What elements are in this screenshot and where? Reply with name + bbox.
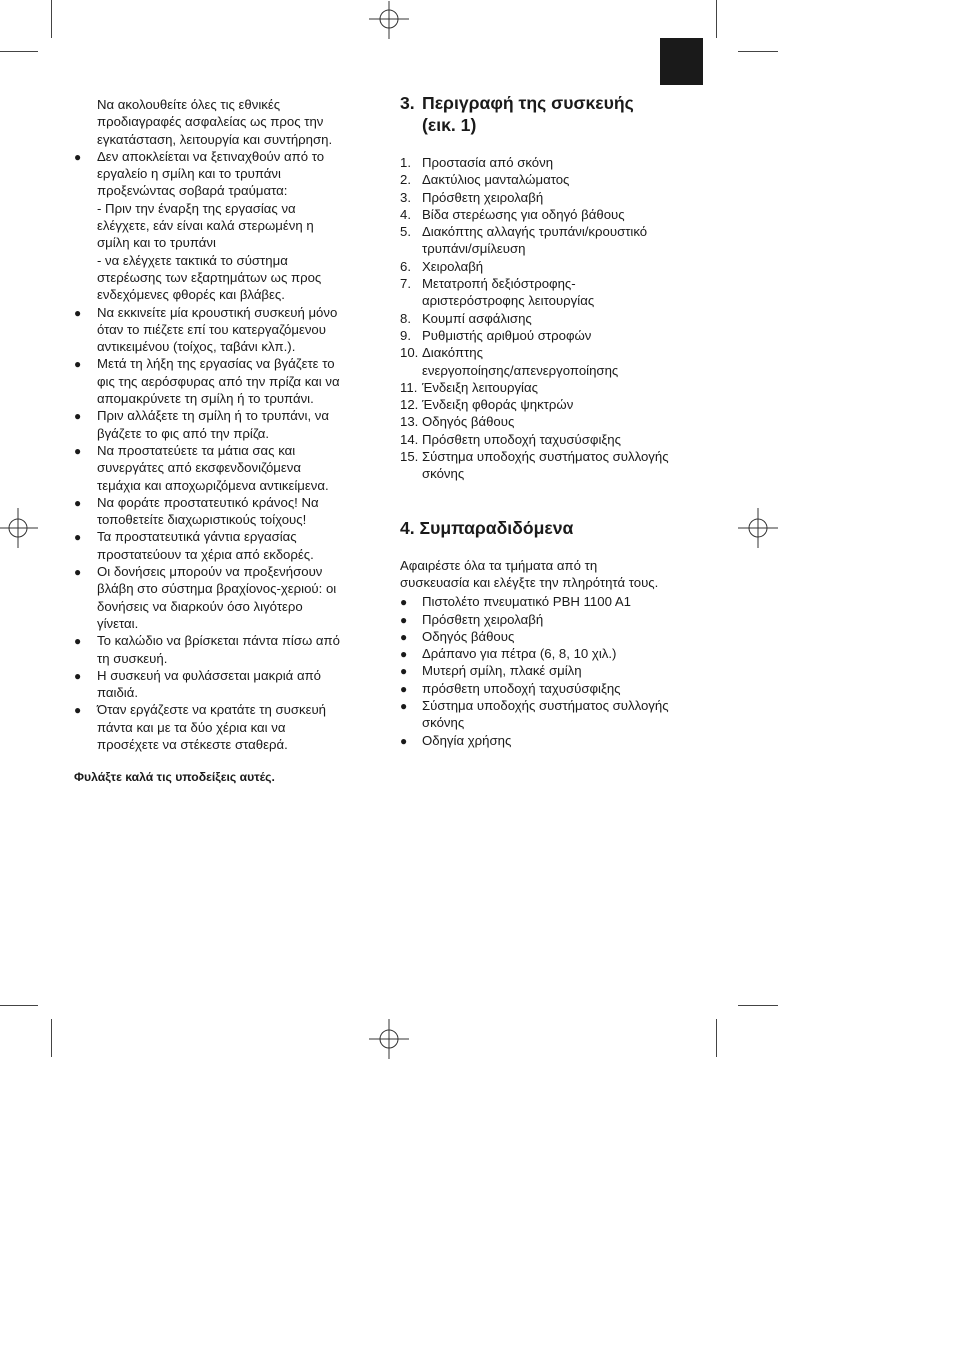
crop-mark — [51, 0, 52, 38]
registration-mark-icon — [0, 508, 38, 548]
accessories-intro: Αφαιρέστε όλα τα τμήματα από τη συσκευασία και ελέγξτε την πληρότητά τους. — [400, 557, 659, 590]
list-item: 7. Μετατροπή δεξιόστροφης- αριστερόστροφης λειτουργίας — [400, 276, 595, 309]
safety-bullet: ● Πριν αλλάξετε τη σμίλη ή το τρυπάνι, να βγάζετε το φις από την πρίζα. — [74, 407, 379, 442]
list-item: 9. Ρυθμιστής αριθμού στροφών — [400, 327, 592, 343]
accessories-list — [400, 593, 710, 749]
list-item: 2. Δακτύλιος μανταλώματος — [400, 172, 570, 188]
safety-bullet: ● Το καλώδιο να βρίσκεται πάντα πίσω από τη συσκευή. — [74, 632, 379, 667]
list-item: 13. Οδηγός βάθους — [400, 414, 515, 430]
keep-instructions-note: Φυλάξτε καλά τις υποδείξεις αυτές. — [74, 770, 275, 785]
safety-intro: Να ακολουθείτε όλες τις εθνικές προδιαγραφές ασφαλείας ως προς την εγκατάσταση, λειτουργία και συντήρηση. — [97, 97, 333, 147]
safety-bullet: ● Όταν εργάζεστε να κρατάτε τη συσκευή πάντα και με τα δύο χέρια και να προσέχετε να στέκεστε σταθερά. — [74, 701, 379, 753]
safety-bullet: ● Τα προστατευτικά γάντια εργασίας προστατεύουν τα χέρια από εκδορές. — [74, 528, 379, 563]
safety-bullet: ● Να προστατεύετε τα μάτια σας και συνεργάτες από εκσφενδονιζόμενα τεμάχια και αποχωριζόμενα αντικείμενα. — [74, 442, 379, 494]
crop-mark — [0, 51, 38, 52]
device-description-column — [400, 92, 710, 749]
section-heading-accessories: 4. Συμπαραδιδόμενα — [400, 517, 574, 538]
list-item: ● Δράπανο για πέτρα (6, 8, 10 χιλ.) — [400, 645, 710, 662]
registration-mark-icon — [369, 1019, 409, 1059]
list-item: 14. Πρόσθετη υποδοχή ταχυσύσφιξης — [400, 431, 621, 447]
parts-list — [400, 154, 710, 483]
list-item: 3. Πρόσθετη χειρολαβή — [400, 189, 544, 205]
list-item: ● Οδηγός βάθους — [400, 628, 710, 645]
list-item: 11. Ένδειξη λειτουργίας — [400, 379, 538, 395]
list-item: ● Μυτερή σμίλη, πλακέ σμίλη — [400, 662, 710, 679]
safety-bullet: ● Να εκκινείτε μία κρουστική συσκευή μόνο όταν το πιέζετε επί του κατεργαζόμενου αντικειμένου (τοίχος, ταβάνι κλπ.). — [74, 304, 379, 356]
list-item: 5. Διακόπτης αλλαγής τρυπάνι/κρουστικό τρυπάνι/σμίλευση — [400, 224, 648, 257]
safety-bullet: ● Μετά τη λήξη της εργασίας να βγάζετε το φις της αερόσφυρας από την πρίζα και να απομακρύνετε τη σμίλη ή το τρυπάνι. — [74, 355, 379, 407]
list-item: ● Οδηγία χρήσης — [400, 732, 710, 749]
crop-mark — [738, 1005, 778, 1006]
safety-instructions-column — [74, 96, 379, 787]
safety-bullet: ● Η συσκευή να φυλάσσεται μακριά από παιδιά. — [74, 667, 379, 702]
crop-mark — [716, 0, 717, 38]
list-item: 4. Βίδα στερέωσης για οδηγό βάθους — [400, 206, 625, 222]
safety-bullet: ● Δεν αποκλείεται να ξετιναχθούν από το εργαλείο η σμίλη και το τρυπάνι προξενώντας σοβαρά τραύματα: - Πριν την έναρξη της εργασίας να ελέγχετε, εάν είναι καλά στερωμένη η σμίλη και το τρυπάνι - να ελέγχετε τακτικά το σύστημα στερέωσης των εξαρτημάτων ως προς ενδεχόμενες φθορές και βλάβες. — [74, 148, 379, 304]
list-item: ● Σύστημα υποδοχής συστήματος συλλογής σκόνης — [400, 697, 710, 732]
list-item: ● πρόσθετη υποδοχή ταχυσύσφιξης — [400, 680, 710, 697]
list-item: ● Πρόσθετη χειρολαβή — [400, 611, 710, 628]
list-item: 10. Διακόπτης ενεργοποίησης/απενεργοποίησης — [400, 345, 619, 378]
crop-mark — [0, 1005, 38, 1006]
list-item: 12. Ένδειξη φθοράς ψηκτρών — [400, 397, 574, 413]
safety-bullet: ● Οι δονήσεις μπορούν να προξενήσουν βλάβη στο σύστημα βραχίονος-χεριού: οι δονήσεις να διαρκούν όσο λιγότερο γίνεται. — [74, 563, 379, 632]
list-item: 8. Κουμπί ασφάλισης — [400, 310, 532, 326]
crop-mark — [716, 1019, 717, 1057]
safety-bullet: ● Να φοράτε προστατευτικό κράνος! Να τοποθετείτε διαχωριστικούς τοίχους! — [74, 494, 379, 529]
section-heading-description: 3. Περιγραφή της συσκευής (εικ. 1) — [400, 93, 634, 135]
registration-mark-icon — [738, 508, 778, 548]
list-item: ● Πιστολέτο πνευματικό PBH 1100 A1 — [400, 593, 710, 610]
list-item: 6. Χειρολαβή — [400, 258, 484, 274]
crop-mark — [738, 51, 778, 52]
list-item: 15. Σύστημα υποδοχής συστήματος συλλογής σκόνης — [400, 449, 669, 482]
list-item: 1. Προστασία από σκόνη — [400, 155, 554, 170]
registration-mark-icon — [369, 1, 409, 41]
crop-mark — [51, 1019, 52, 1057]
language-tab-marker — [660, 38, 703, 85]
